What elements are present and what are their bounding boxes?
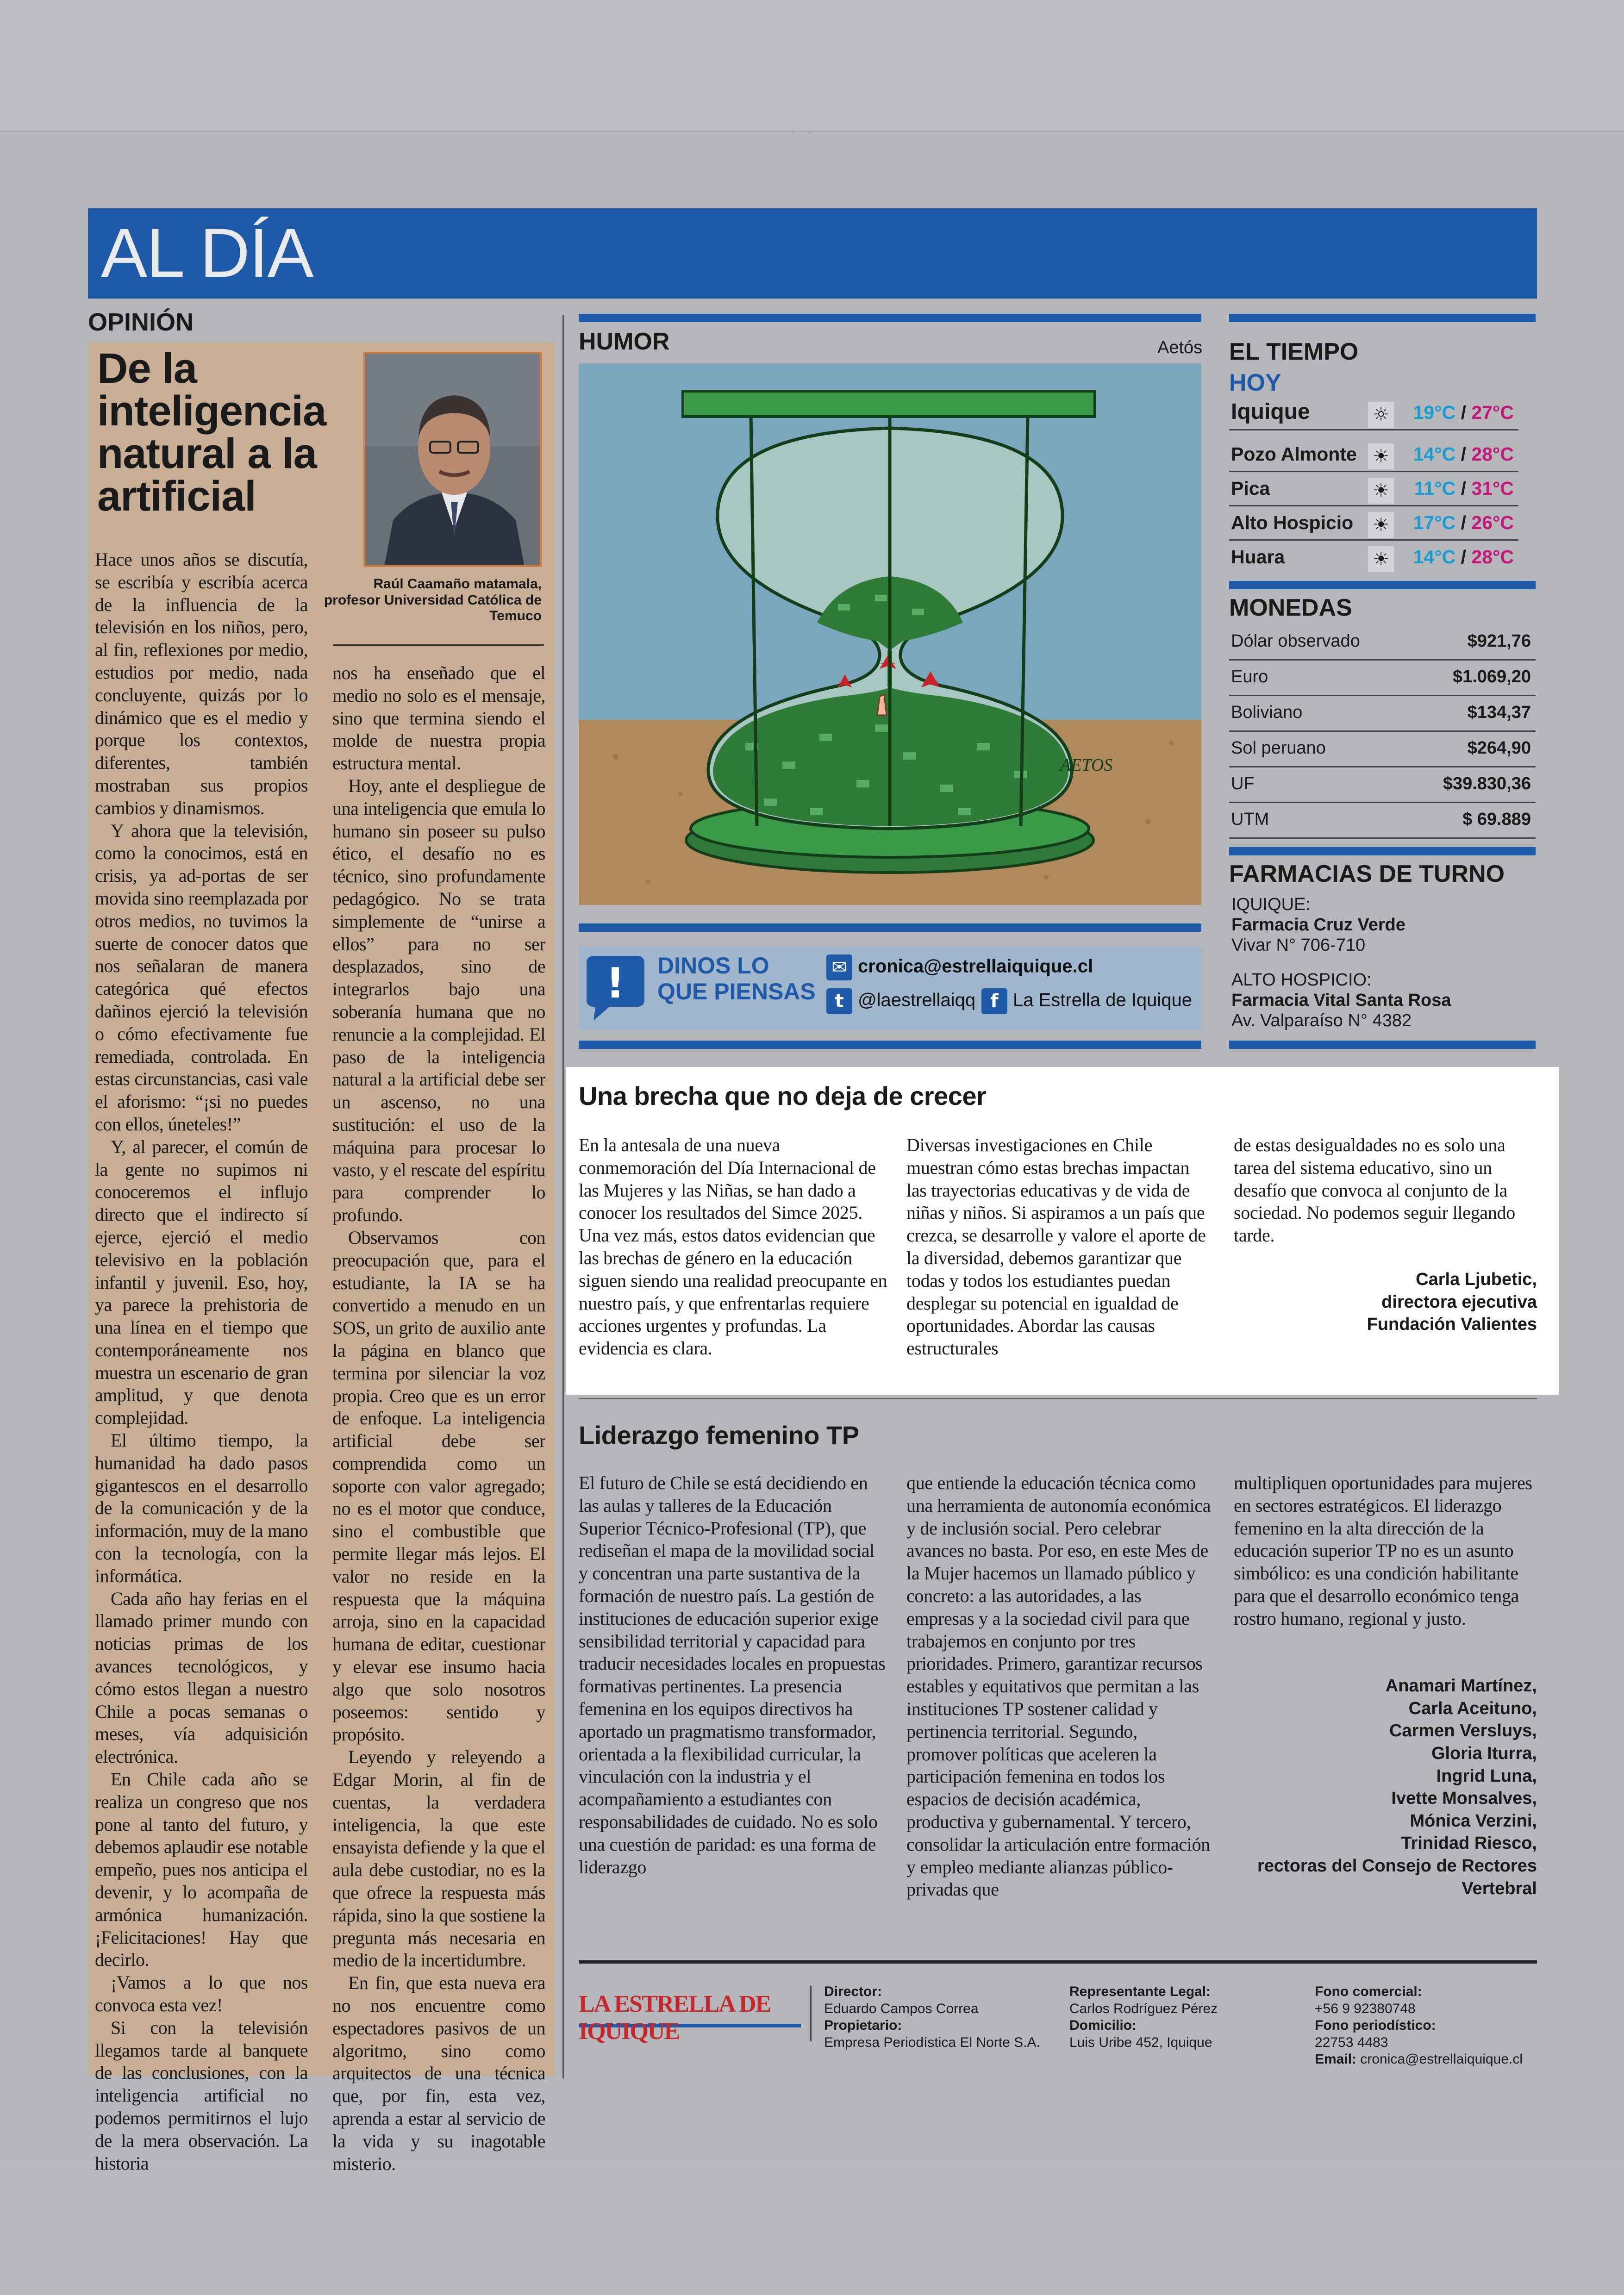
facebook-text: La Estrella de Iquique [1013, 990, 1192, 1010]
signer: Gloria Iturra, [1431, 1743, 1537, 1763]
twitter-text: @laestrellaiqq [858, 990, 976, 1010]
signer: rectoras del Consejo de Rectores [1257, 1856, 1537, 1876]
weather-temp: 14°C / 28°C [1413, 546, 1514, 568]
partly-cloudy-icon: ☀ [1368, 546, 1394, 572]
address-value: Luis Uribe 452, Iquique [1069, 2034, 1212, 2050]
weather-row [1229, 397, 1518, 430]
weather-city: Pica [1231, 478, 1270, 499]
phone-news: 22753 4483 [1315, 2034, 1388, 2050]
partly-cloudy-icon: ☀ [1368, 478, 1394, 504]
dinos-title-line2: QUE PIENSAS [657, 979, 816, 1004]
footer-director [824, 1983, 1040, 2051]
dinos-title [657, 953, 816, 1004]
weather-city: Alto Hospicio [1231, 512, 1354, 533]
dinos-bottom-rule [579, 1041, 1201, 1049]
weather-top-rule [1229, 314, 1536, 322]
dinos-title-line1: DINOS LO [657, 953, 769, 979]
column-divider [562, 315, 564, 2078]
signer: Mónica Verzini, [1410, 1811, 1537, 1831]
svg-text:!: ! [606, 959, 625, 1008]
caption-divider [333, 644, 544, 646]
phone-news-label: Fono periodístico: [1315, 2018, 1436, 2033]
liderazgo-column-1: El futuro de Chile se está decidiendo en las aulas y talleres de la Educación Superior Técnico-Profesional (TP), que rediseñan el mapa de la movilidad social y concentran una parte sustantiva de la formación de nuestro país. La gestión de instituciones de educación superior exige sensibilidad territorial y capacidad para traducir necesidades locales en propuestas formativas pertinentes. La presencia femenina en los equipos directivos ha aportado un pragmatismo transformador, orientada a la flexibilidad curricular, la vinculación con la industria y el acompañamiento a estudiantes con responsabilidades de cuidado. No es solo una cuestión de paridad: es una forma de liderazgo [579, 1472, 886, 1877]
liderazgo-column-3: multipliquen oportunidades para mujeres en sectores estratégicos. El liderazgo femenino en la alta dirección de la educación superior TP no es un asunto simbólico: es una condición habilitante para que el desarrollo económico tenga rostro humano, regional y justo. [1234, 1472, 1532, 1629]
opinion-column-1 [95, 549, 308, 2175]
paragraph: Observamos con preocupación que, para el estudiante, la IA se ha convertido a menudo en un SOS, un grito de auxilio ante la página en blanco que termina por silenciar la voz propia. Creo que es un error de enfoque. La inteligencia artificial debe ser comprendida como un soporte con valor agregado; no es el motor que conduce, sino el combustible que permite llegar más lejos. El valor no reside en la respuesta que la máquina arroja, sino en la capacidad humana de editar, cuestionar y elevar ese insumo hacia algo que solo nosotros poseemos: sentido y propósito. [332, 1227, 545, 1745]
paragraph: nos ha enseñado que el medio no solo es el mensaje, sino que termina siendo el molde de nuestra propia estructura mental. [332, 662, 545, 774]
weather-temp: 14°C / 28°C [1413, 443, 1514, 465]
currency-row [1229, 767, 1536, 803]
email-contact[interactable] [826, 954, 1093, 980]
author-portrait [363, 352, 542, 567]
weather-temp: 11°C / 31°C [1414, 478, 1514, 499]
weather-temp: 19°C / 27°C [1413, 402, 1514, 423]
currency-value: $264,90 [1467, 738, 1531, 758]
phone-com-label: Fono comercial: [1315, 1984, 1422, 1999]
newspaper-logo: LA ESTRELLA DE IQUIQUE [579, 1990, 801, 2027]
pharmacy-entry [1231, 970, 1451, 1031]
currency-name: Sol peruano [1231, 738, 1326, 758]
owner-label: Propietario: [824, 2018, 902, 2033]
email-icon: ✉ [826, 954, 852, 980]
facebook-contact[interactable] [981, 988, 1192, 1014]
weather-title: EL TIEMPO [1229, 338, 1359, 365]
dinos-top-rule [579, 923, 1201, 932]
footer-legal [1069, 1983, 1218, 2051]
facebook-icon: f [981, 988, 1007, 1014]
opinion-title: De la inteligencia natural a la artificial [97, 345, 326, 520]
paragraph: Y, al parecer, el común de la gente no supimos ni conoceremos el influjo directo que el indirecto sí ejerce, ejerció el medio televisivo en la población infantil y juvenil. Eso, hoy, ya parece la prehistoria de una línea en el tiempo que contemporáneamente nos muestra un escenario de gran amplitud, y que denota complejidad. [95, 1136, 308, 1428]
paragraph: Cada año hay ferias en el llamado primer mundo con noticias primas de los avances tecnológicos, y cómo estos llegan a nuestro Chile a pocas semanas o meses, vía adquisición electrónica. [95, 1588, 308, 1767]
pharmacy-address: Vivar N° 706-710 [1231, 935, 1366, 955]
currency-row [1229, 696, 1536, 732]
legal-label: Representante Legal: [1069, 1984, 1211, 1999]
signer: Carla Aceituno, [1408, 1698, 1537, 1718]
currency-name: Euro [1231, 667, 1268, 686]
pharmacy-title: FARMACIAS DE TURNO [1229, 861, 1505, 887]
currency-top-rule [1229, 581, 1536, 589]
sun-icon: ☼ [1368, 402, 1394, 428]
signer: Vertebral [1462, 1878, 1537, 1898]
brecha-column-3: de estas desigualdades no es solo una tarea del sistema educativo, sino un desafío que convoca al conjunto de la sociedad. No podemos seguir llegando tarde. [1234, 1135, 1515, 1246]
paragraph: Hoy, ante el despliegue de una inteligencia que emula lo humano sin poseer su pulso ético, el desafío no es técnico, sino profundamente pedagógico. No se trata simplemente de “unirse a ellos” para no ser desplazados, sino de integrarlos bajo una soberanía humana que no renuncie a la complejidad. El paso de la inteligencia natural a la artificial debe ser un ascenso, no una sustitución: el uso de la máquina para procesar lo vasto, y el rescate del espíritu para comprender lo profundo. [332, 775, 545, 1226]
brecha-signature [1250, 1268, 1537, 1336]
cartoon-credit: Aetós [1157, 338, 1203, 357]
pharmacy-city: ALTO HOSPICIO: [1231, 970, 1372, 990]
legal-name: Carlos Rodríguez Pérez [1069, 2001, 1218, 2016]
twitter-icon: t [826, 988, 852, 1014]
signer: Carmen Versluys, [1389, 1721, 1537, 1741]
weather-city: Huara [1231, 546, 1285, 568]
currency-name: UF [1231, 774, 1255, 793]
email-text: cronica@estrellaiquique.cl [858, 956, 1093, 977]
partly-cloudy-icon: ☀ [1368, 512, 1394, 538]
section-banner [88, 208, 1537, 299]
viewer-toolbar [0, 0, 1624, 132]
humor-label: HUMOR [579, 328, 670, 355]
pharmacy-address: Av. Valparaíso N° 4382 [1231, 1011, 1412, 1031]
weather-row [1229, 542, 1518, 575]
footer-rule [579, 1960, 1537, 1964]
weather-row [1229, 507, 1518, 541]
sign-name: Carla Ljubetic, [1416, 1270, 1537, 1289]
currency-value: $921,76 [1467, 631, 1531, 651]
weather-temp: 17°C / 26°C [1413, 512, 1514, 533]
currency-row [1229, 625, 1536, 661]
sign-org: Fundación Valientes [1367, 1315, 1537, 1335]
currency-value: $134,37 [1467, 703, 1531, 722]
brecha-title: Una brecha que no deja de crecer [579, 1081, 987, 1110]
phone-com: +56 9 92380748 [1315, 2001, 1416, 2016]
weather-city: Iquique [1231, 399, 1310, 424]
currency-value: $39.830,36 [1443, 774, 1531, 793]
brecha-column-2: Diversas investigaciones en Chile muestran cómo estas brechas impactan las trayectorias educativas y de vida de niñas y niños. Si aspiramos a un país que crezca, se desarrolle y valore el aporte de la diversidad, debemos garantizar que todas y todos los estudiantes puedan desplegar su potencial en igualdad de oportunidades. Abordar las causas estructurales [906, 1135, 1206, 1359]
paragraph: En fin, que esta nueva era no nos encuentre como espectadores pasivos de un algoritmo, sino como arquitectos de una técnica que, por fin, esta vez, aprenda a estar al servicio de la vida y su inagotable misterio. [332, 1972, 545, 2174]
pharmacy-top-rule [1229, 847, 1536, 855]
pharmacy-name: Farmacia Cruz Verde [1231, 915, 1405, 935]
signer: Ingrid Luna, [1436, 1766, 1537, 1786]
paragraph: ¡Vamos a lo que nos convoca esta vez! [95, 1972, 308, 2015]
weather-city: Pozo Almonte [1231, 443, 1357, 465]
twitter-contact[interactable] [826, 988, 975, 1014]
paragraph: Hace unos años se discutía, se escribía y escribía acerca de la influencia de la televisión en los niños, pero, al fin, reflexiones por medio, estudios por medio, nada concluyente, quizás por lo dinámico que es el medio y porque los contextos, diferentes, también mostraban sus propios cambios y dinamismos. [95, 549, 308, 818]
partly-cloudy-icon: ☀ [1368, 443, 1394, 469]
currency-row [1229, 803, 1536, 839]
pharmacy-city: IQUIQUE: [1231, 895, 1311, 914]
footer-divider [810, 1986, 812, 2041]
paragraph: Si con la televisión llegamos tarde al banquete de las conclusiones, con la inteligencia artificial no podemos permitirnos el lujo de la mera observación. La historia [95, 2017, 308, 2174]
paragraph: En Chile cada año se realiza un congreso que nos pone al tanto del futuro, y debemos aplaudir ese notable empeño, pues nos anticipa el devenir, y lo acompaña de armónica humanización. ¡Felicitaciones! Hay que decirlo. [95, 1769, 308, 1971]
liderazgo-title: Liderazgo femenino TP [579, 1421, 859, 1450]
currency-name: UTM [1231, 810, 1269, 829]
paragraph: Y ahora que la televisión, como la conocimos, está en crisis, ya ad-portas de ser movida sino reemplazada por otros medios, no tuvimos la suerte de conocer datos que nos señalaran de manera categórica qué efectos dañinos ejerció la televisión o cómo efectivamente fue remediada, controlada. En estas circunstancias, casi vale el aforismo: “¡si no puedes con ellos, úneteles!” [95, 820, 308, 1135]
signer: Anamari Martínez, [1385, 1676, 1537, 1696]
director-name: Eduardo Campos Correa [824, 2001, 979, 2016]
humor-top-rule [579, 314, 1201, 322]
currency-name: Dólar observado [1231, 631, 1360, 651]
weather-row [1229, 473, 1518, 506]
pharmacy-bottom-rule [1229, 1041, 1536, 1049]
cartoon-signature: AETOS [1060, 755, 1113, 775]
brecha-column-1: En la antesala de una nueva conmemoración del Día Internacional de las Mujeres y las Niñas, se han dado a conocer los resultados del Simce 2025. Una vez más, estos datos evidencian que las brechas de género en la educación siguen siendo una realidad preocupante en nuestro país, y que enfrentarlas requiere acciones urgentes y profundas. La evidencia es clara. [579, 1135, 887, 1359]
liderazgo-column-2: que entiende la educación técnica como una herramienta de autonomía económica y de inclusión social. Pero celebrar avances no basta. Por eso, en este Mes de la Mujer hacemos un llamado público y concreto: a las autoridades, a las empresas y a la sociedad civil para que trabajemos en conjunto por tres prioridades. Primero, garantizar recursos estables y equitativos que permitan a las instituciones TP sostener calidad y pertinencia territorial. Segundo, promover políticas que aceleren la participación femenina en todos los espacios de decisión académica, productiva y gubernamental. Y tercero, consolidar la articulación entre formación y empleo mediante alianzas público-privadas que [906, 1472, 1211, 1900]
section-title: AL DÍA [101, 214, 313, 292]
currency-row [1229, 732, 1536, 767]
owner-name: Empresa Periodística El Norte S.A. [824, 2034, 1040, 2050]
paragraph: Leyendo y releyendo a Edgar Morin, al fin de cuentas, la verdadera inteligencia, la que este ensayista defiende y la que el aula debe custodiar, no es la que ofrece la respuesta más rápida, sino la que sostiene la pregunta más necesaria en medio de la incertidumbre. [332, 1746, 545, 1971]
hourglass-cartoon [579, 363, 1201, 905]
currency-row [1229, 661, 1536, 696]
footer-contact [1315, 1983, 1523, 2068]
pharmacy-entry [1231, 894, 1405, 955]
signer: Trinidad Riesco, [1401, 1834, 1537, 1853]
weather-row [1229, 439, 1518, 472]
director-label: Director: [824, 1984, 882, 1999]
opinion-column-2 [332, 662, 545, 2175]
currency-value: $1.069,20 [1452, 667, 1531, 686]
sign-role: directora ejecutiva [1381, 1292, 1537, 1312]
opinion-label: OPINIÓN [88, 308, 194, 336]
author-caption: Raúl Caamaño matamala, profesor Universidad Católica de Temuco [324, 576, 542, 624]
pharmacy-name: Farmacia Vital Santa Rosa [1231, 991, 1451, 1010]
speech-bubble-icon [584, 954, 647, 1023]
currency-title: MONEDAS [1229, 594, 1352, 621]
liderazgo-signers [1250, 1675, 1537, 1900]
currency-value: $ 69.889 [1462, 810, 1531, 829]
signer: Ivette Monsalves, [1391, 1789, 1537, 1809]
liderazgo-top-rule [579, 1398, 1537, 1399]
weather-today: HOY [1229, 369, 1281, 396]
footer-email[interactable]: Email: cronica@estrellaiquique.cl [1315, 2052, 1523, 2067]
currency-name: Boliviano [1231, 703, 1303, 722]
address-label: Domicilio: [1069, 2018, 1137, 2033]
paragraph: El último tiempo, la humanidad ha dado pasos gigantescos en el desarrollo de la comunicación y de la información, muy de la mano con la tecnología, con la informática. [95, 1430, 308, 1586]
